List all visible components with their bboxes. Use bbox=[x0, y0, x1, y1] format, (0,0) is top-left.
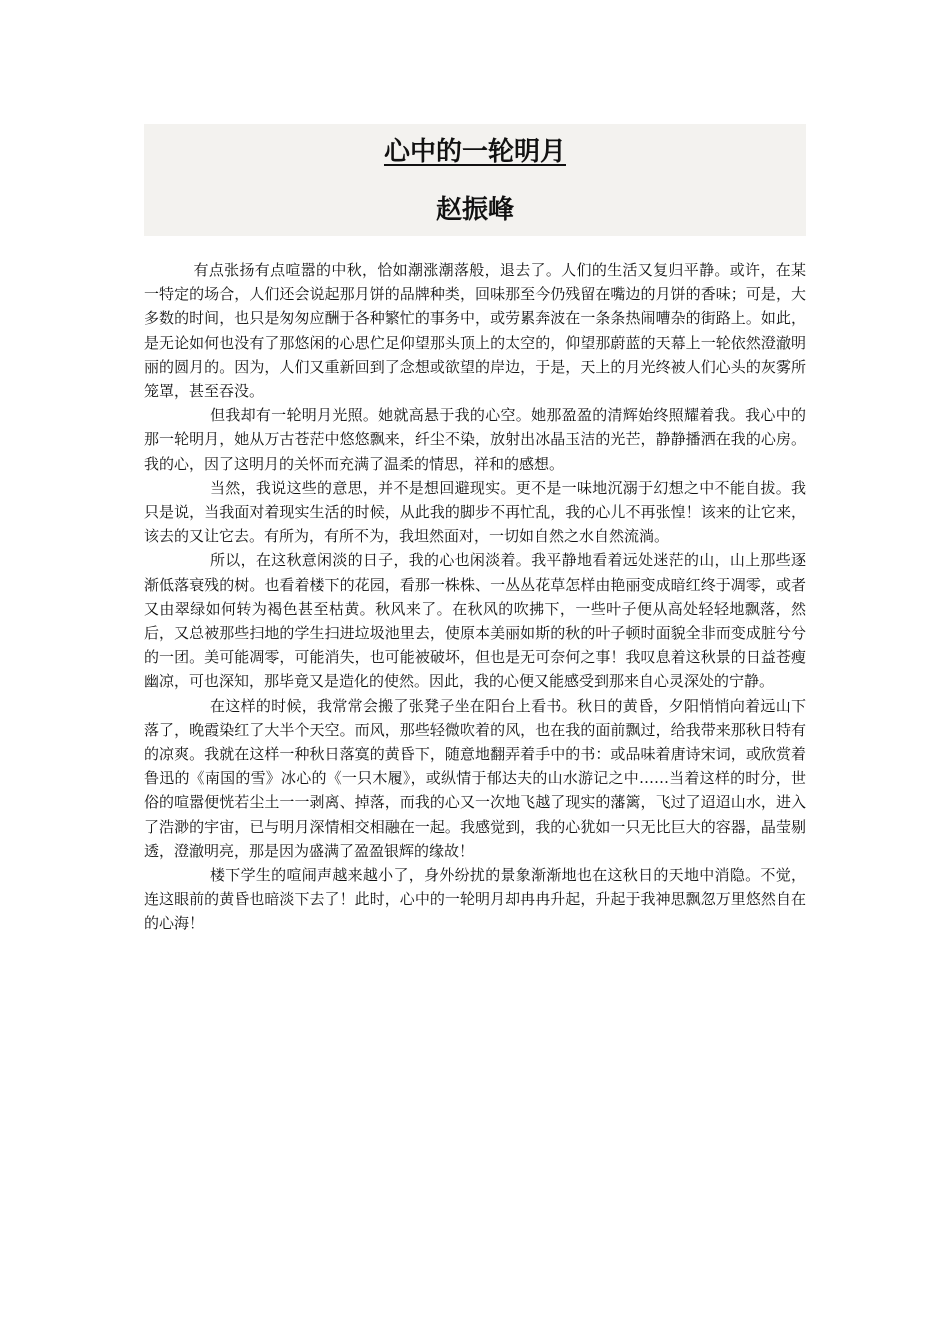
page-title: 心中的一轮明月 bbox=[383, 137, 566, 167]
paragraph: 有点张扬有点喧嚣的中秋，恰如潮涨潮落般，退去了。人们的生活又复归平静。或许，在某一特定的场合，人们还会说起那月饼的品牌种类，回味那至今仍残留在嘴边的月饼的香味；可是，大多数的时间，也只是匆匆应酬于各种繁忙的事务中，或劳累奔波在一条条热闹嘈杂的街路上。如此，是无论如何也没有了那悠闲的心思伫足仰望那头顶上的太空的，仰望那蔚蓝的天幕上一轮依然澄澈明丽的圆月的。因为，人们又重新回到了念想或欲望的岸边，于是，天上的月光终被人们心头的灰雾所笼罩，甚至吞没。 bbox=[144, 261, 806, 401]
author-name: 赵振峰 bbox=[435, 195, 514, 225]
paragraph: 所以，在这秋意闲淡的日子，我的心也闲淡着。我平静地看着远处迷茫的山，山上那些逐渐低落衰残的树。也看着楼下的花园，看那一株株、一丛丛花草怎样由艳丽变成暗红终于凋零，或者又由翠绿如何转为褐色甚至枯黄。秋风来了。在秋风的吹拂下，一些叶子便从高处轻轻地飘落，然后，又总被那些扫地的学生扫进垃圾池里去，使原本美丽如斯的秋的叶子顿时面貌全非而变成脏兮兮的一团。美可能凋零，可能消失，也可能被破坏，但也是无可奈何之事！我叹息着这秋景的日益苍瘦幽凉，可也深知，那毕竟又是造化的使然。因此，我的心便又能感受到那来自心灵深处的宁静。 bbox=[144, 551, 806, 691]
article-body bbox=[144, 258, 806, 936]
paragraph: 在这样的时候，我常常会搬了张凳子坐在阳台上看书。秋日的黄昏，夕阳悄悄向着远山下落了，晚霞染红了大半个天空。而风，那些轻微吹着的风，也在我的面前飘过，给我带来那秋日特有的凉爽。我就在这样一种秋日落寞的黄昏下，随意地翻弄着手中的书：或品味着唐诗宋词，或欣赏着鲁迅的《南国的雪》冰心的《一只木履》，或纵情于郁达夫的山水游记之中……当着这样的时分，世俗的喧嚣便恍若尘土一一剥离、掉落，而我的心又一次地飞越了现实的藩篱，飞过了迢迢山水，进入了浩渺的宇宙，已与明月深情相交相融在一起。我感觉到，我的心犹如一只无比巨大的容器，晶莹剔透，澄澈明亮，那是因为盛满了盈盈银辉的缘故！ bbox=[144, 696, 806, 860]
title-block bbox=[144, 124, 806, 236]
paragraph: 但我却有一轮明月光照。她就高悬于我的心空。她那盈盈的清辉始终照耀着我。我心中的那一轮明月，她从万古苍茫中悠悠飘来，纤尘不染，放射出冰晶玉洁的光芒，静静播洒在我的心房。我的心，因了这明月的关怀而充满了温柔的情思，祥和的感想。 bbox=[144, 406, 806, 473]
paragraph: 当然，我说这些的意思，并不是想回避现实。更不是一味地沉溺于幻想之中不能自拔。我只是说，当我面对着现实生活的时候，从此我的脚步不再忙乱，我的心儿不再张惶！该来的让它来，该去的又让它去。有所为，有所不为，我坦然面对，一切如自然之水自然流淌。 bbox=[144, 478, 806, 546]
paragraph: 楼下学生的喧闹声越来越小了，身外纷扰的景象渐渐地也在这秋日的天地中消隐。不觉，连这眼前的黄昏也暗淡下去了！此时，心中的一轮明月却冉冉升起，升起于我神思飘忽万里悠然自在的心海！ bbox=[144, 866, 806, 933]
